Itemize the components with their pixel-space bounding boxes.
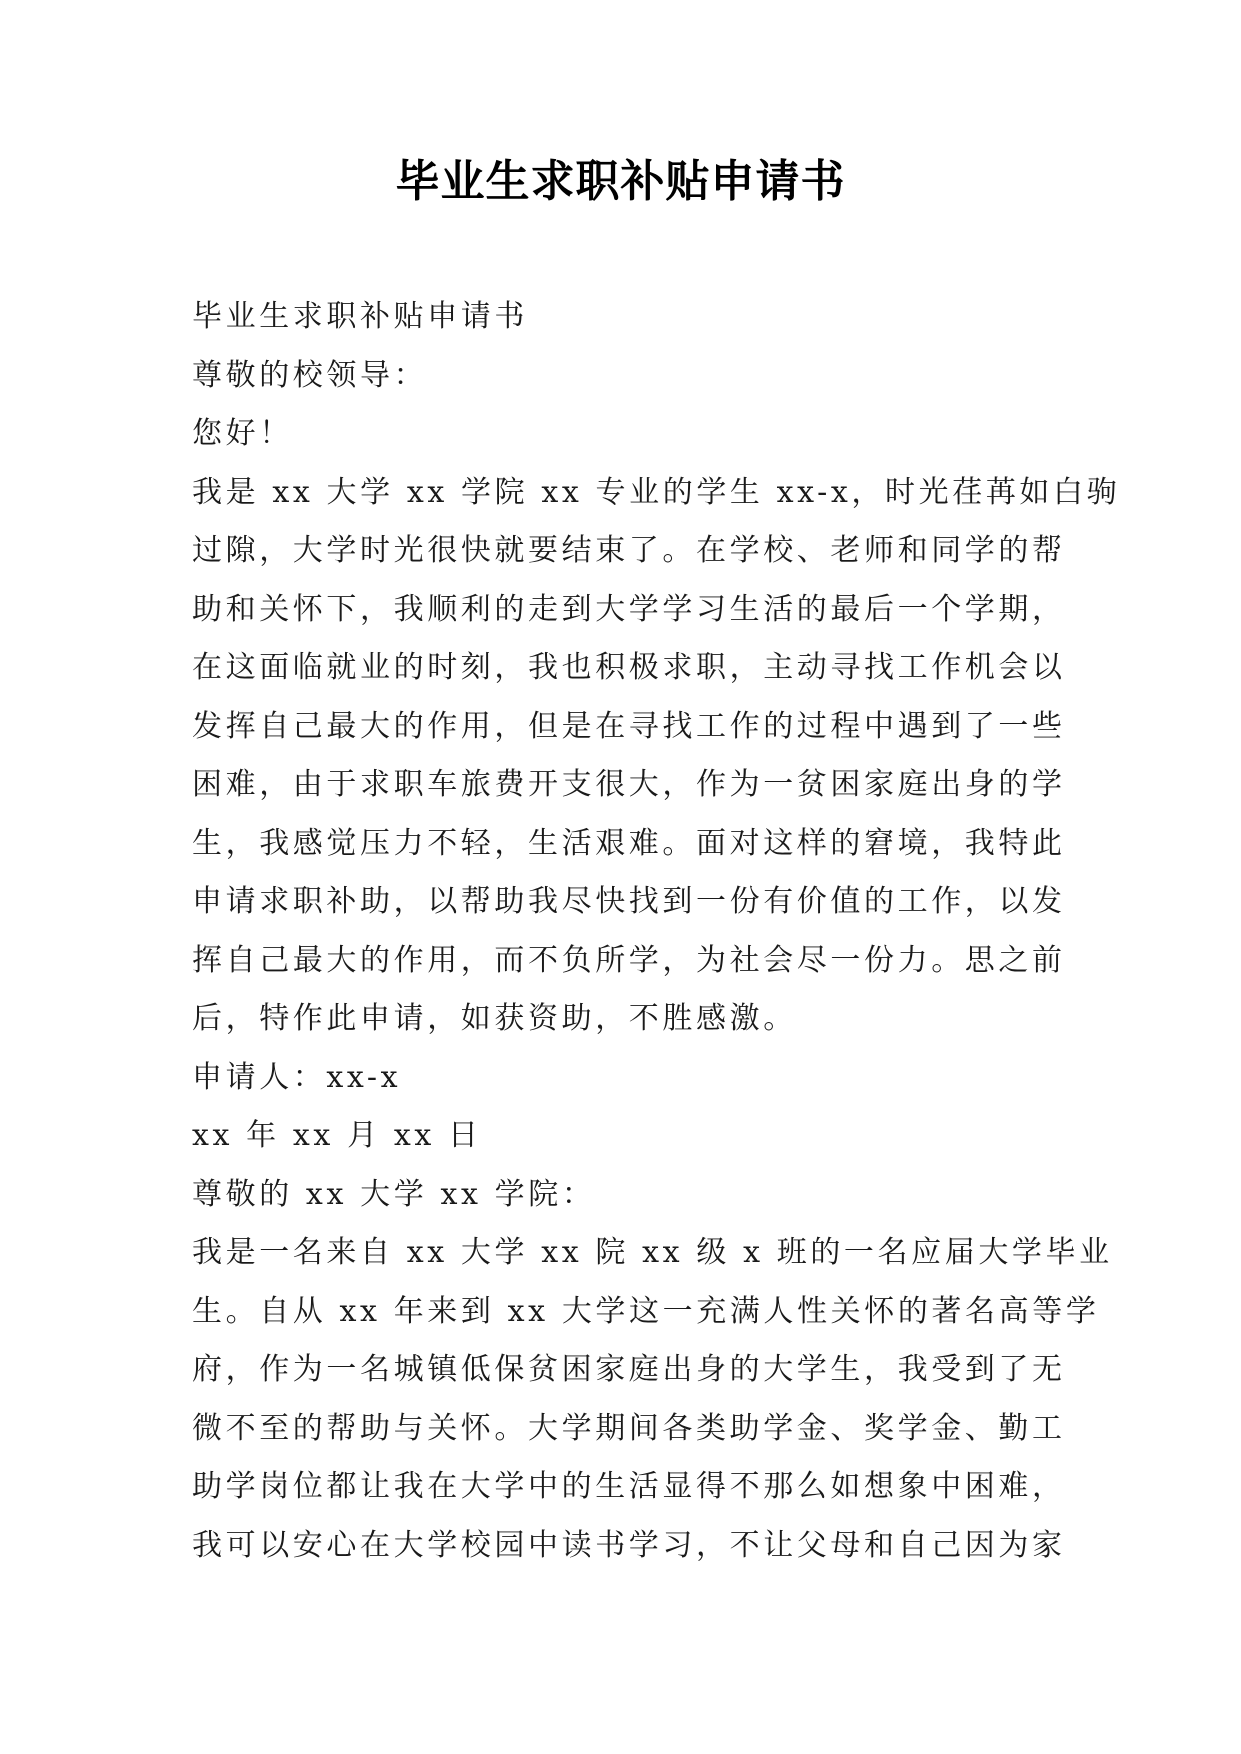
body-line: 困难，由于求职车旅费开支很大，作为一贫困家庭出身的学 [192, 767, 1066, 802]
body-line: 后，特作此申请，如获资助，不胜感激。 [192, 1001, 797, 1036]
body-line: 在这面临就业的时刻，我也积极求职，主动寻找工作机会以 [192, 650, 1066, 685]
body-line: 发挥自己最大的作用，但是在寻找工作的过程中遇到了一些 [192, 708, 1066, 744]
body-line: 毕业生求职补贴申请书 [192, 299, 528, 334]
body-line: 生，我感觉压力不轻，生活艰难。面对这样的窘境，我特此 [192, 825, 1066, 861]
body-line: 助学岗位都让我在大学中的生活显得不那么如想象中困难， [192, 1469, 1066, 1504]
body-line: 尊敬的校领导： [192, 357, 428, 393]
body-line: xx 年 xx 月 xx 日 [192, 1118, 482, 1153]
body-line: 我是 xx 大学 xx 学院 xx 专业的学生 xx-x，时光荏苒如白驹 [192, 474, 1121, 510]
body-line: 您好！ [192, 416, 293, 451]
body-line: 我是一名来自 xx 大学 xx 院 xx 级 x 班的一名应届大学毕业 [192, 1235, 1113, 1270]
body-line: 府，作为一名城镇低保贫困家庭出身的大学生，我受到了无 [192, 1352, 1066, 1387]
body-line: 助和关怀下，我顺利的走到大学学习生活的最后一个学期， [192, 591, 1066, 627]
body-line: 微不至的帮助与关怀。大学期间各类助学金、奖学金、勤工 [192, 1410, 1066, 1446]
body-line: 过隙，大学时光很快就要结束了。在学校、老师和同学的帮 [192, 533, 1066, 568]
body-line: 生。自从 xx 年来到 xx 大学这一充满人性关怀的著名高等学 [192, 1293, 1100, 1329]
document-title: 毕业生求职补贴申请书 [395, 156, 846, 207]
body-line: 申请人：xx-x [192, 1059, 402, 1095]
body-line: 我可以安心在大学校园中读书学习，不让父母和自己因为家 [192, 1527, 1066, 1563]
document-body [192, 288, 1121, 1575]
body-line: 申请求职补助，以帮助我尽快找到一份有价值的工作，以发 [192, 884, 1066, 919]
body-line: 挥自己最大的作用，而不负所学，为社会尽一份力。思之前 [192, 942, 1066, 978]
body-line: 尊敬的 xx 大学 xx 学院： [192, 1176, 596, 1212]
